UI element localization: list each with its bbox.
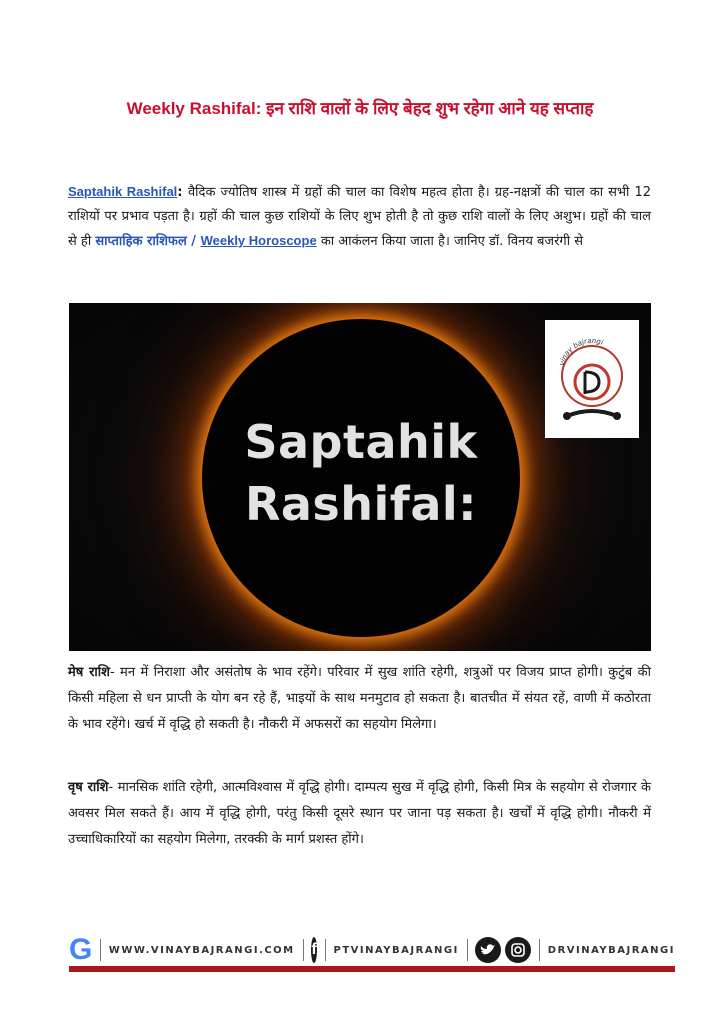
intro-text-2: का आकंलन किया जाता है। जानिए डॉ. विनय बजरंगी से <box>316 234 583 249</box>
vinay-bajrangi-logo <box>545 320 639 438</box>
saptahik-rashifal-hindi-link[interactable]: साप्ताहिक राशिफल <box>95 234 187 249</box>
intro-colon: : <box>177 185 188 200</box>
google-icon: G <box>69 933 93 966</box>
mesh-rashi-heading: मेष राशि <box>68 665 110 680</box>
vrish-rashi-text: - मानसिक शांति रहेगी, आत्मविश्वास में वृद्धि होगी। दाम्पत्य सुख में वृद्धि होगी, किसी मित्र के सहयोग से रोजगार के अवसर मिल सकते हैं। आय में वृद्धि होगी, परंतु किसी दूसरे स्थान पर जाना पड़ सकता है। खर्चों में वृद्धि होगी। नौकरी में उच्चाधिकारियों का सहयोग मिलेगा, तरक्की के मार्ग प्रशस्त होंगे। <box>68 780 651 847</box>
social-handle[interactable]: DRVINAYBAJRANGI <box>547 944 675 956</box>
facebook-handle[interactable]: PTVINAYBAJRANGI <box>333 944 459 956</box>
banner-title-line-1: Saptahik <box>244 415 478 469</box>
website-handle[interactable]: WWW.VINAYBAJRANGI.COM <box>108 944 295 956</box>
page-title: Weekly Rashifal: इन राशि वालों के लिए बेहद शुभ रहेगा आने यह सप्ताह <box>126 99 594 118</box>
intro-slash: / <box>186 234 201 249</box>
mesh-rashi-section <box>68 660 651 738</box>
svg-text:vinay bajrangi <box>558 337 604 367</box>
intro-text-1: वैदिक ज्योतिष शास्त्र में ग्रहों की चाल का विशेष महत्व होता है। ग्रह-नक्षत्रों की चाल का सभी 12 राशियों पर प्रभाव पड़ता है। ग्रहों की चाल कुछ राशियों के लिए शुभ होती है तो कुछ राशि वालों के लिए अशुभ। ग्रहों की चाल से ही <box>68 185 652 249</box>
banner-title-line-2: Rashifal: <box>244 477 478 531</box>
saptahik-rashifal-banner <box>69 303 651 651</box>
intro-paragraph <box>68 180 651 254</box>
saptahik-rashifal-link[interactable]: Saptahik Rashifal <box>68 184 178 199</box>
instagram-icon <box>505 937 531 963</box>
mesh-rashi-text: - मन में निराशा और असंतोष के भाव रहेंगे। परिवार में सुख शांति रहेगी, शत्रुओं पर विजय प्राप्त होगी। कुटुंब की किसी महिला से धन प्राप्ती के योग बन रहे हैं, भाइयों के साथ मनमुटाव हो सकता है। बातचीत में संयत रहें, वाणी में कठोरता के भाव रहेंगे। खर्च में वृद्धि हो सकती है। नौकरी में अफसरों का सहयोग मिलेगा। <box>68 665 651 732</box>
facebook-icon: f <box>311 937 317 963</box>
twitter-icon <box>475 937 501 963</box>
footer-red-line <box>69 966 675 972</box>
banner-title <box>202 411 520 535</box>
social-footer <box>69 930 675 970</box>
vrish-rashi-heading: वृष राशि <box>68 780 109 795</box>
weekly-horoscope-link[interactable]: Weekly Horoscope <box>200 233 317 248</box>
vrish-rashi-section <box>68 775 651 853</box>
logo-text: vinay bajrangi <box>557 336 605 367</box>
